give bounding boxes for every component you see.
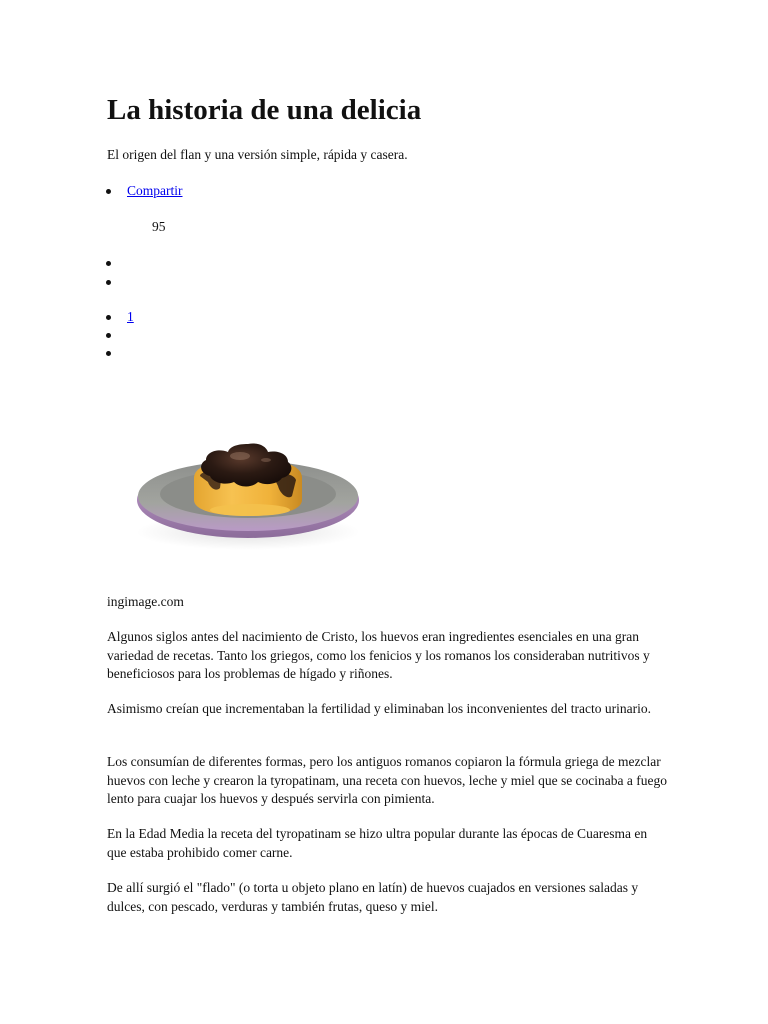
- article-title: La historia de una delicia: [107, 94, 422, 126]
- flan-image: [132, 436, 362, 556]
- paragraph: En la Edad Media la receta del tyropatinam se hizo ultra popular durante las épocas de Cuaresma en que estaba prohibido comer carne.: [107, 826, 648, 860]
- share-link[interactable]: Compartir: [127, 183, 183, 198]
- pagination-list-item: [127, 308, 134, 326]
- page-link-1[interactable]: 1: [127, 309, 134, 324]
- flan-illustration: [132, 436, 362, 556]
- article-subtitle: El origen del flan y una versión simple, rápida y casera.: [107, 147, 408, 162]
- share-list-item: [127, 182, 183, 200]
- share-count: 95: [152, 219, 166, 234]
- paragraph: Algunos siglos antes del nacimiento de Cristo, los huevos eran ingredientes esenciales en una gran variedad de recetas. Tanto los griegos, como los fenicios y los romanos los consideraban nutritivos y beneficiosos para los problemas de hígado y riñones.: [107, 629, 650, 681]
- paragraph: Los consumían de diferentes formas, pero los antiguos romanos copiaron la fórmula griega de mezclar huevos con leche y crearon la tyropatinam, una receta con huevos, leche y miel que se cocinaba a fuego lento para cuajar los huevos y después servirla con pimienta.: [107, 754, 668, 806]
- image-caption: ingimage.com: [107, 594, 184, 609]
- paragraph: Asimismo creían que incrementaban la fertilidad y eliminaban los inconvenientes del tracto urinario.: [107, 701, 651, 716]
- paragraph: De allí surgió el "flado" (o torta u objeto plano en latín) de huevos cuajados en versiones saladas y dulces, con pescado, verduras y también frutas, queso y miel.: [107, 880, 639, 914]
